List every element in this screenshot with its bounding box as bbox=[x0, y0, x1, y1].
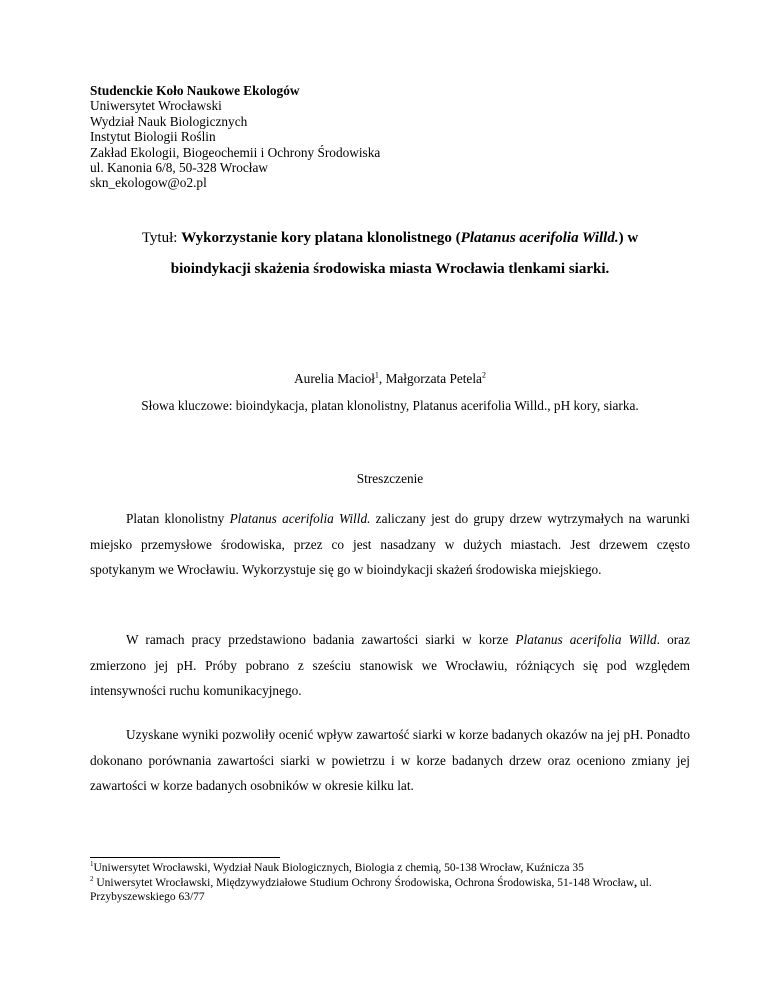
footnote-1-text: Uniwersytet Wrocławski, Wydział Nauk Biologicznych, Biologia z chemią, 50-138 Wrocław, Kuźnicza 35 bbox=[93, 862, 584, 874]
p2-text-after: . oraz zmierzono jej pH. Próby pobrano z sześciu stanowisk we Wrocławiu, różniących się pod względem intensywności ruchu komunikacyjnego. bbox=[90, 632, 690, 698]
header-line-institute: Instytut Biologii Roślin bbox=[90, 129, 216, 145]
title-part1: Wykorzystanie kory platana klonolistnego ( bbox=[181, 230, 461, 246]
footnote-2 bbox=[90, 876, 690, 905]
keywords-line: Słowa kluczowe: bioindykacja, platan klonolistny, Platanus acerifolia Willd., pH kory, siarka. bbox=[141, 398, 639, 413]
title-label: Tytuł: bbox=[141, 230, 182, 246]
header-line-email: skn_ekologow@o2.pl bbox=[90, 175, 207, 191]
title-line2: bioindykacji skażenia środowiska miasta Wrocławia tlenkami siarki. bbox=[170, 261, 610, 277]
p1-species: Platanus acerifolia Willd. bbox=[229, 511, 371, 526]
header-line-address: ul. Kanonia 6/8, 50-328 Wrocław bbox=[90, 160, 268, 176]
p2-species: Platanus acerifolia Willd bbox=[515, 632, 657, 647]
header-line-faculty: Wydział Nauk Biologicznych bbox=[90, 113, 248, 129]
footnote-1 bbox=[90, 861, 690, 876]
abstract-heading: Streszczenie bbox=[356, 471, 424, 486]
paper-title bbox=[90, 223, 690, 285]
abstract-paragraph-1 bbox=[90, 506, 690, 583]
affiliation-header bbox=[90, 83, 380, 191]
author-1: Aurelia Macioł bbox=[294, 371, 375, 386]
footnote-2-comma: , bbox=[634, 876, 638, 889]
abstract-paragraph-2 bbox=[90, 627, 690, 704]
organization-name: Studenckie Koło Naukowe Ekologów bbox=[90, 83, 300, 98]
abstract-paragraph-3 bbox=[90, 722, 690, 799]
title-species: Platanus acerifolia Willd. bbox=[460, 230, 619, 246]
p2-text-before: W ramach pracy przedstawiono badania zawartości siarki w korze bbox=[126, 632, 516, 647]
footnote-1-mark: 1 bbox=[90, 860, 94, 869]
author-separator: , bbox=[378, 371, 386, 386]
footnote-2-text: Uniwersytet Wrocławski, Międzywydziałowe Studium Ochrony Środowiska, Ochrona Środowiska, 51-148 Wrocław bbox=[93, 876, 635, 889]
footnotes bbox=[90, 861, 690, 905]
header-line-university: Uniwersytet Wrocławski bbox=[90, 98, 222, 114]
author-2-mark: 2 bbox=[481, 370, 486, 380]
title-part2: ) w bbox=[618, 230, 639, 246]
footnote-2-mark: 2 bbox=[90, 874, 94, 883]
footnote-2-street: ul. Przybyszewskiego 63/77 bbox=[90, 876, 652, 903]
header-line-department: Zakład Ekologii, Biogeochemii i Ochrony Środowiska bbox=[90, 144, 381, 160]
authors-line bbox=[90, 371, 690, 387]
author-2: Małgorzata Petela bbox=[385, 371, 482, 386]
p3-text: Uzyskane wyniki pozwoliły ocenić wpływ zawartość siarki w korze badanych okazów na jej pH. Ponadto dokonano porównania zawartości siarki w powietrzu i w korze badanych drzew oraz oceniono zmiany jej zawartości w korze badanych osobników w okresie kilku lat. bbox=[90, 727, 690, 793]
p1-text-after: zaliczany jest do grupy drzew wytrzymałych na warunki miejsko przemysłowe środowiska, przez co jest nasadzany w dużych miastach. Jest drzewem często spotykanym we Wrocławiu. Wykorzystuje się go w bioindykacji skażeń środowiska miejskiego. bbox=[90, 511, 690, 577]
footnote-separator bbox=[90, 857, 280, 858]
p1-text-before: Platan klonolistny bbox=[126, 511, 230, 526]
author-1-mark: 1 bbox=[374, 370, 379, 380]
